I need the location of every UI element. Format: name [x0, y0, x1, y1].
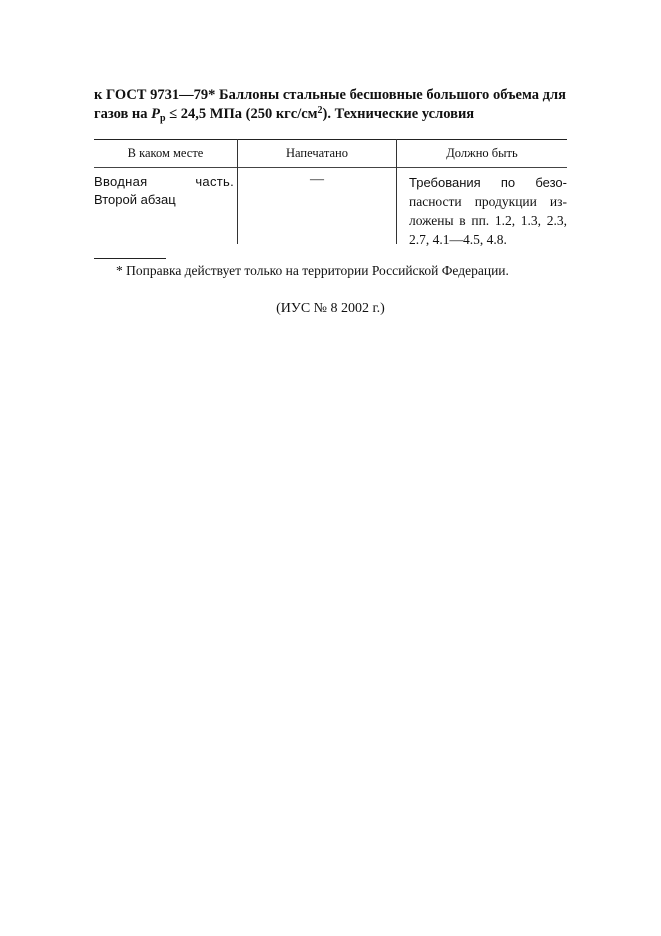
- header-place: В каком месте: [127, 146, 204, 160]
- table-top-rule: [94, 139, 567, 140]
- pressure-subscript: р: [160, 113, 166, 124]
- cell-printed: —: [310, 172, 324, 187]
- cell-place: [94, 173, 234, 209]
- correct-text-first: Требования по безо-: [409, 175, 567, 190]
- place-line-2: Второй абзац: [94, 192, 176, 207]
- title-text: к ГОСТ 9731—79* Баллоны стальные бесшовные большого объема для газов на: [94, 87, 566, 122]
- correct-text-rest: пасности продукции из-ложены в пп. 1.2, 1.3, 2.3, 2.7, 4.1—4.5, 4.8.: [409, 194, 567, 247]
- document-title: [94, 86, 566, 124]
- footnote: * Поправка действует только на территории Российской Федерации.: [116, 263, 509, 278]
- place-line-1: Вводная часть.: [94, 174, 234, 189]
- publication-reference: (ИУС № 8 2002 г.): [276, 301, 385, 316]
- unit-superscript: 2: [317, 105, 323, 116]
- title-pressure-value: ≤ 24,5 МПа (250 кгс/см: [165, 106, 318, 122]
- amendment-table: [94, 139, 567, 247]
- header-printed: Напечатано: [286, 146, 348, 160]
- footnote-rule: [94, 258, 166, 259]
- table-header-rule: [94, 167, 567, 168]
- header-should-be: Должно быть: [446, 146, 518, 160]
- cell-should-be: [409, 173, 567, 249]
- pressure-symbol: P: [151, 106, 161, 122]
- title-suffix: ). Технические условия: [322, 106, 475, 122]
